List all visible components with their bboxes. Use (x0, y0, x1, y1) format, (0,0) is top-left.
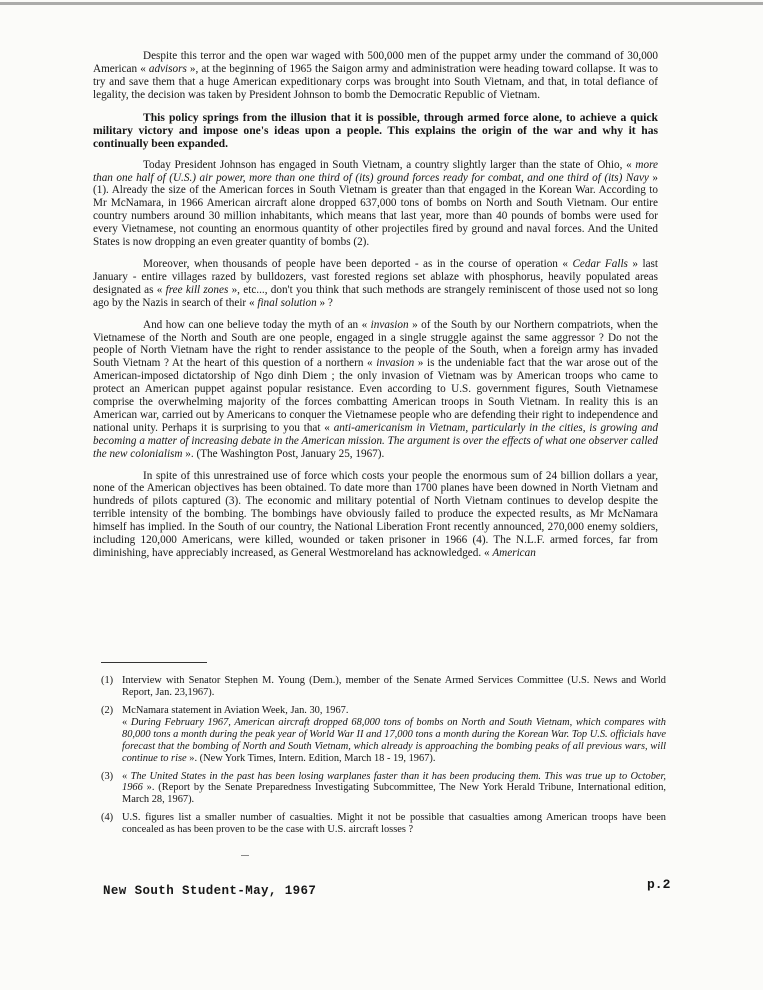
italic-text: American (492, 547, 536, 559)
footnotes (101, 675, 666, 842)
italic-text: free kill zones (165, 283, 229, 296)
text-run: U.S. figures list a smaller number of casualties. Might it not be possible that casualties among American troops have been concealed as has been proven to be the case with U.S. aircraft losses ? (122, 811, 666, 835)
text-run: » ? (316, 296, 333, 309)
italic-text: invasion (370, 318, 409, 331)
text-run: » is the undeniable fact that the war arose out of the American-imposed dictatorship of Ngo dinh Diem ; the only invasion of Vietnam was by American troops who came to protect an American puppet against popular resistance. Even according to U.S. government figures, South Vietnamese comprise the overwhelming majority of the forces combatting American troops in South Vietnam. In reality this is an American war, carried out by Americans to conquer the Vietnamese people who are defending their right to independence and national unity. Perhaps it is surprising to you that « (93, 357, 658, 434)
footnote-1 (101, 675, 666, 699)
paragraph-2 (93, 111, 658, 150)
footnote-3 (101, 771, 666, 806)
text-run: « (122, 770, 131, 782)
text-run: McNamara statement in Aviation Week, Jan. 30, 1967. (122, 704, 349, 716)
scan-mark (241, 855, 249, 856)
paragraph-4 (93, 258, 658, 310)
text-run: This policy springs from the illusion that it is possible, through armed force alone, to achieve a quick military victory and impose one's ideas upon a people. This explains the origin of the war and why it has continually been expanded. (93, 110, 658, 150)
italic-text: The United States in the past has been losing warplanes faster than it has been producing them. This was true up to October, 1966 (122, 770, 666, 794)
footnote-2-quote (122, 717, 666, 764)
footnote-number: (1) (101, 675, 114, 686)
text-run: And how can one believe today the myth of an « (143, 318, 371, 331)
paragraph-1 (93, 50, 658, 102)
footnote-number: (2) (101, 704, 114, 716)
italic-text: more than one half of (U.S.) air power, more than one third of (its) ground forces ready for combat, and one third of (its) Navy (93, 158, 658, 184)
scan-top-edge (0, 2, 763, 5)
paragraph-6 (93, 470, 658, 560)
text-run: In spite of this unrestrained use of force which costs your people the enormous sum of 24 billion dollars a year, none of the American objectives has been obtained. To date more than 1700 planes have been downed in North Vietnam and hundreds of pilots captured (3). The economic and military potential of North Vietnam continues to develop despite the terrible intensity of the bombing. The bombings have obviously failed to produce the expected results, as Mr McNamara himself has implied. In the South of our country, the National Liberation Front recently announced, 270,000 enemy soldiers, including 120,000 Americans, were killed, wounded or taken prisoner in 1966 (4). The N.L.F. armed forces, far from diminishing, have appreciably increased, as General Westmoreland has acknowledged. « (93, 469, 658, 559)
text-run: ». (New York Times, Intern. Edition, March 18 - 19, 1967). (186, 752, 436, 764)
text-run: » last January - entire villages razed by bulldozers, vast forested regions set ablaze with phosphorus, heavily populated areas designated as « (93, 257, 658, 296)
footnote-3-text (122, 771, 666, 806)
text-run: Despite this terror and the open war waged with 500,000 men of the puppet army under the command of 30,000 American « (93, 50, 658, 75)
text-run: », etc..., don't you think that such methods are strangely reminiscent of those used not so long ago by the Nazis in search of their « (93, 283, 658, 309)
footnote-number: (4) (101, 811, 114, 823)
footnote-2 (101, 705, 666, 765)
article-body (93, 50, 658, 569)
footnote-number: (3) (101, 770, 114, 782)
text-run: « (122, 717, 131, 729)
italic-text: Cedar Falls (572, 257, 628, 270)
text-run: », at the beginning of 1965 the Saigon army and administration were heading toward collapse. It was to try and save them that a huge American expeditionary corps was brought into South Vietnam, and that, in total defiance of legality, the decision was taken by President Johnson to bomb the Democratic Republic of Vietnam. (93, 62, 659, 101)
text-run: Moreover, when thousands of people have been deported - as in the course of operation « (143, 257, 573, 270)
footnote-4-text (122, 812, 666, 836)
publication-footer: New South Student-May, 1967 (103, 884, 317, 898)
text-run: Today President Johnson has engaged in South Vietnam, a country slightly larger than the state of Ohio, « (143, 158, 636, 171)
text-run: ». (Report by the Senate Preparedness Investigating Subcommittee, The New York Herald Tribune, International edition, March 28, 1967). (122, 782, 666, 806)
footnote-2-text (122, 705, 666, 717)
italic-text: final solution (257, 296, 317, 309)
text-run: » (1). Already the size of the American forces in South Vietnam is greater than that engaged in the Korean War. According to Mr McNamara, in 1966 American aircraft alone dropped 637,000 tons of bombs on North and South Vietnam. Our entire country numbers around 30 million inhabitants, which means that last year, more than 40 pounds of bombs were used for every Vietnamese, not counting an enormous quantity of other projectiles fired by ground and naval forces. And the United States is now dropping an even greater quantity of bombs (2). (93, 171, 659, 249)
paragraph-3 (93, 159, 658, 249)
italic-text: invasion (376, 357, 415, 370)
italic-text: advisors (148, 62, 187, 75)
text-run: ». (The Washington Post, January 25, 1967). (182, 447, 385, 460)
italic-text: anti-americanism in Vietnam, particularly in the cities, is growing and becoming a matter of increasing debate in the American mission. The argument is over the effects of what one observer called the new colonialism (93, 421, 658, 460)
italic-text: During February 1967, American aircraft dropped 68,000 tons of bombs on North and South Vietnam, which compares with 80,000 tons a month during the peak year of World War II and 17,000 tons a month during the Korean War. Top U.S. officials have forecast that the bombing of North and South Vietnam, which already is approaching the bombing peaks of all previous wars, will continue to rise (122, 717, 666, 764)
footnote-4 (101, 812, 666, 836)
text-run: Interview with Senator Stephen M. Young (Dem.), member of the Senate Armed Services Committee (U.S. News and World Report, Jan. 23,1967). (122, 675, 666, 698)
footnote-1-text (122, 675, 666, 699)
text-run: » of the South by our Northern compatriots, when the Vietnamese of the North and South are one people, engaged in a single struggle against the same aggressor ? Do not the people of North Vietnam have the right to render assistance to the people of the South, when a foreign army has invaded South Vietnam ? At the heart of this question of a northern « (93, 318, 658, 370)
footnote-divider (101, 662, 207, 663)
paragraph-5 (93, 319, 658, 461)
page-number: p.2 (647, 877, 671, 892)
